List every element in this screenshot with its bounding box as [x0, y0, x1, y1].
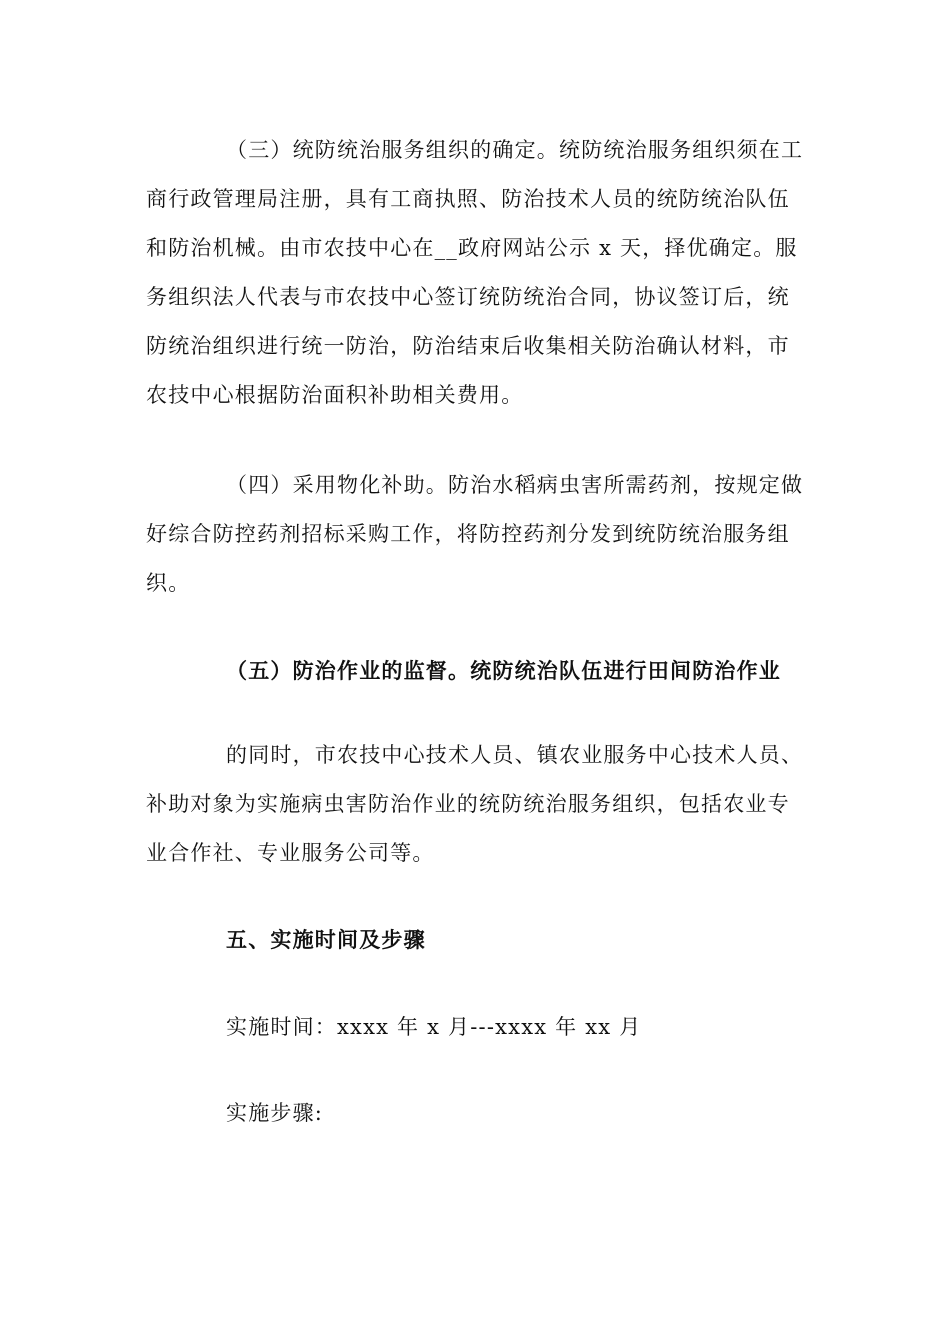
paragraph-line: （三）统防统治服务组织的确定。统防统治服务组织须在工: [226, 138, 804, 162]
paragraph-line: 商行政管理局注册，具有工商执照、防治技术人员的统防统治队伍: [146, 187, 790, 211]
paragraph-wu-heading: [146, 647, 814, 696]
paragraph-line: 和防治机械。由市农技中心在__政府网站公示 x 天，择优确定。服: [146, 236, 798, 260]
implementation-time-text: 实施时间：xxxx 年 x 月---xxxx 年 xx 月: [226, 1015, 642, 1039]
paragraph-line: 织。: [146, 571, 191, 595]
paragraph-wu-body: [146, 731, 814, 878]
paragraph-line: （四）采用物化补助。防治水稻病虫害所需药剂，按规定做: [226, 473, 804, 497]
section-heading-text: 五、实施时间及步骤: [226, 928, 426, 952]
paragraph-line: 农技中心根据防治面积补助相关费用。: [146, 383, 524, 407]
paragraph-line: 好综合防控药剂招标采购工作，将防控药剂分发到统防统治服务组: [146, 522, 790, 546]
section-heading: [146, 916, 814, 965]
paragraph-line: 的同时，市农技中心技术人员、镇农业服务中心技术人员、: [226, 743, 804, 767]
paragraph-line: 补助对象为实施病虫害防治作业的统防统治服务组织，包括农业专: [146, 792, 790, 816]
paragraph-line: 业合作社、专业服务公司等。: [146, 841, 435, 865]
paragraph-line: 务组织法人代表与市农技中心签订统防统治合同，协议签订后，统: [146, 285, 790, 309]
implementation-steps: [146, 1089, 814, 1138]
paragraph-san: [146, 126, 814, 420]
paragraph-si: [146, 461, 814, 608]
paragraph-heading-line: （五）防治作业的监督。统防统治队伍进行田间防治作业: [226, 659, 781, 683]
implementation-steps-text: 实施步骤:: [226, 1101, 324, 1125]
implementation-time: [146, 1003, 814, 1052]
paragraph-line: 防统治组织进行统一防治，防治结束后收集相关防治确认材料，市: [146, 334, 790, 358]
